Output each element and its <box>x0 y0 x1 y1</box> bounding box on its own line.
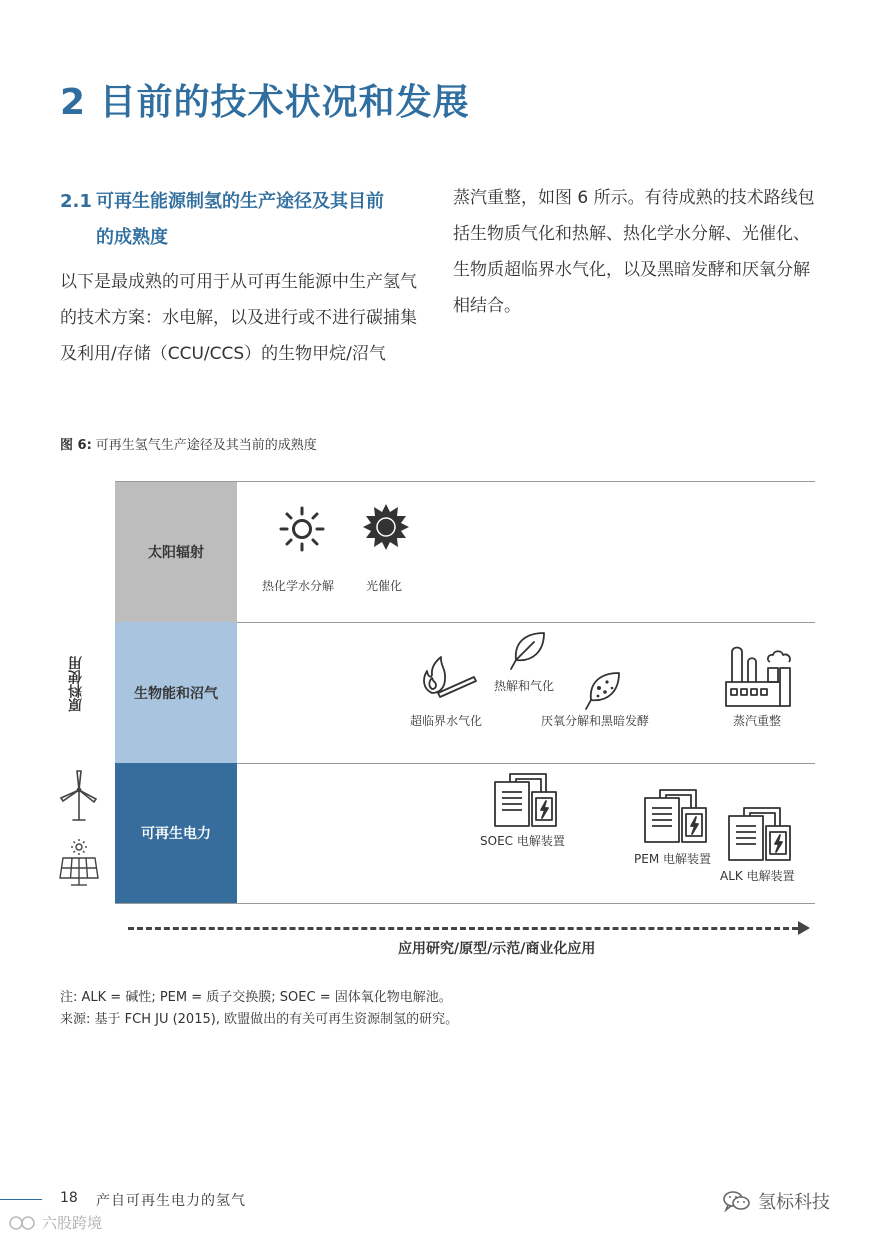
source-note: 来源: 基于 FCH JU (2015), 欧盟做出的有关可再生资源制氢的研究。 <box>60 1012 459 1027</box>
paragraph-left: 以下是最成熟的可用于从可再生能源中生产氢气的技术方案：水电解，以及进行或不进行碳捕集及利用/存储（CCU/CCS）的生物甲烷/沼气 <box>60 272 417 364</box>
wechat-icon <box>722 1189 752 1213</box>
footer-rule <box>0 1199 42 1200</box>
watermark-left-text: 六股跨境 <box>42 1214 103 1232</box>
paragraph-right: 蒸汽重整，如图 6 所示。有待成熟的技术路线包括生物质气化和热解、热化学水分解、光催化、生物质超临界水气化，以及黑暗发酵和厌氧分解相结合。 <box>453 188 815 316</box>
leaf-icon <box>508 630 548 672</box>
electrolyzer-icon <box>492 768 560 828</box>
maturity-axis-line <box>128 927 798 930</box>
label-pyrolysis-gasification: 热解和气化 <box>494 679 555 693</box>
brand-logo-icon <box>8 1213 38 1233</box>
abbreviation-note: 注: ALK = 碱性; PEM = 质子交换膜; SOEC = 固体氧化物电解池。 <box>60 990 452 1005</box>
watermark-right <box>722 1188 830 1214</box>
page-number: 18 <box>60 1190 78 1206</box>
label-anaerobic-dark-fermentation: 厌氧分解和黑暗发酵 <box>541 714 650 728</box>
label-thermochemical-water-splitting: 热化学水分解 <box>262 579 335 593</box>
figure-caption <box>60 434 317 453</box>
solar-panel-icon <box>56 838 102 890</box>
maturity-axis-label: 应用研究/原型/示范/商业化应用 <box>398 941 596 957</box>
label-photocatalysis: 光催化 <box>366 579 403 593</box>
label-pem-electrolyzer: PEM 电解装置 <box>634 852 711 866</box>
match-flame-icon <box>418 653 478 701</box>
section-title-line2: 的成熟度 <box>96 227 168 248</box>
electrolyzer-icon <box>726 802 794 862</box>
figure-caption-prefix: 图 6: <box>60 438 92 453</box>
figure-caption-text: 可再生氢气生产途径及其当前的成熟度 <box>95 438 317 453</box>
grid-line-bottom <box>115 903 815 904</box>
page-heading: 2 目前的技术状况和发展 <box>60 82 470 123</box>
sun-solid-icon <box>362 503 410 551</box>
electrolyzer-icon <box>642 784 710 844</box>
section-title-line1: 可再生能源制氢的生产途径及其目前 <box>96 191 384 212</box>
section-number: 2.1 <box>60 191 92 212</box>
row-solar-radiation: 太阳辐射 <box>115 482 237 622</box>
label-steam-reforming: 蒸汽重整 <box>733 714 782 728</box>
label-supercritical-water-gasification: 超临界水气化 <box>410 714 483 728</box>
footer-title: 产自可再生电力的氢气 <box>96 1193 246 1209</box>
label-alk-electrolyzer: ALK 电解装置 <box>720 869 795 883</box>
leaf-spots-icon <box>583 670 623 712</box>
feedstock-side-label: 原料使用 <box>68 656 84 712</box>
section-heading <box>60 184 430 256</box>
sun-outline-icon <box>278 505 326 553</box>
label-soec-electrolyzer: SOEC 电解装置 <box>480 834 565 848</box>
wind-turbine-icon <box>58 768 100 822</box>
watermark-left <box>8 1212 102 1233</box>
row-bioenergy-biogas: 生物能和沼气 <box>115 622 237 763</box>
watermark-right-text: 氢标科技 <box>758 1192 830 1213</box>
row-renewable-power: 可再生电力 <box>115 763 237 903</box>
maturity-axis-arrowhead <box>798 921 810 935</box>
factory-icon <box>722 640 798 708</box>
